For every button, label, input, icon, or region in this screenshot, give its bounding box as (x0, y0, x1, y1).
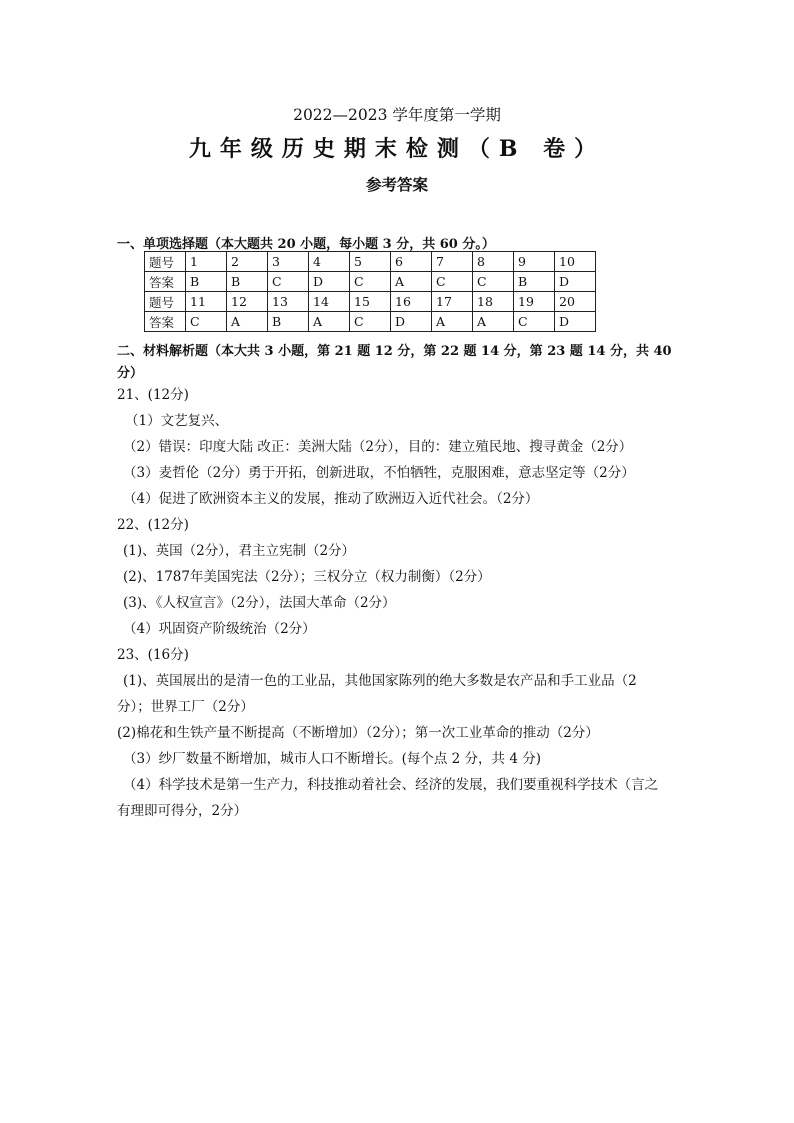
table-cell: B (227, 272, 268, 292)
section2-heading-cont: 分） (117, 366, 144, 381)
table-row (145, 252, 596, 272)
q23-answer-4-cont: 有理即可得分，2分） (117, 803, 248, 819)
table-cell: B (186, 272, 227, 292)
table-cell: 1 (186, 252, 227, 272)
table-cell: C (268, 272, 309, 292)
table-cell: 4 (309, 252, 350, 272)
table-cell: 13 (268, 292, 309, 312)
page-subtitle: 参考答案 (365, 175, 428, 194)
table-cell: 16 (391, 292, 432, 312)
q23-answer-2: (2)棉花和生铁产量不断提高（不断增加）（2分）；第一次工业革命的推动（2分） (117, 725, 599, 741)
table-cell: C (514, 312, 555, 332)
q21-answer-4: （4）促进了欧洲资本主义的发展，推动了欧洲迈入近代社会。（2分） (123, 491, 539, 507)
table-row-label: 答案 (145, 272, 186, 292)
q21-answer-3: （3）麦哲伦（2分）勇于开拓，创新进取，不怕牺牲，克服困难，意志坚定等（2分） (123, 465, 635, 481)
table-cell: A (391, 272, 432, 292)
table-cell: 12 (227, 292, 268, 312)
q23-answer-1-cont: 分）；世界工厂（2分） (117, 699, 254, 715)
table-cell: D (391, 312, 432, 332)
table-cell: C (350, 312, 391, 332)
q22-answer-2: (2)、1787年美国宪法（2分）；三权分立（权力制衡）（2分） (123, 569, 491, 585)
table-cell: 2 (227, 252, 268, 272)
q22-answer-4: （4）巩固资产阶级统治（2分） (123, 621, 316, 637)
table-cell: D (555, 272, 596, 292)
section2-heading: 二、材料解析题（本大共 3 小题，第 21 题 12 分，第 22 题 14 分，第 23 题 14 分，共 40 (117, 344, 672, 359)
table-cell: A (432, 312, 473, 332)
table-cell: A (309, 312, 350, 332)
table-cell: 7 (432, 252, 473, 272)
table-cell: C (473, 272, 514, 292)
table-cell: A (473, 312, 514, 332)
table-cell: 11 (186, 292, 227, 312)
table-cell: 15 (350, 292, 391, 312)
table-row (145, 292, 596, 312)
table-cell: C (350, 272, 391, 292)
table-row (145, 272, 596, 292)
table-cell: 9 (514, 252, 555, 272)
table-cell: D (309, 272, 350, 292)
table-cell: 18 (473, 292, 514, 312)
table-cell: 14 (309, 292, 350, 312)
table-cell: 3 (268, 252, 309, 272)
q23-answer-4: （4）科学技术是第一生产力，科技推动着社会、经济的发展，我们要重视科学技术（言之 (123, 777, 659, 793)
answer-table (144, 251, 596, 332)
q21-answer-1: （1）文艺复兴、 (125, 413, 229, 429)
q22-header: 22、(12分) (117, 517, 189, 533)
q23-answer-3: （3）纱厂数量不断增加，城市人口不断增长。(每个点 2 分，共 4 分) (123, 751, 541, 767)
table-cell: B (514, 272, 555, 292)
table-cell: 10 (555, 252, 596, 272)
table-cell: B (268, 312, 309, 332)
q23-header: 23、(16分) (117, 647, 189, 663)
q21-header: 21、(12分) (117, 387, 189, 403)
page-title: 九年级历史期末检测（B 卷） (188, 136, 606, 162)
table-row (145, 312, 596, 332)
table-cell: D (555, 312, 596, 332)
year-line: 2022—2023 学年度第一学期 (293, 106, 501, 124)
q22-answer-1: (1)、英国（2分），君主立宪制（2分） (123, 543, 356, 559)
table-cell: 17 (432, 292, 473, 312)
table-cell: C (186, 312, 227, 332)
table-cell: 8 (473, 252, 514, 272)
q21-answer-2: （2）错误：印度大陆 改正：美洲大陆（2分），目的：建立殖民地、搜寻黄金（2分） (123, 439, 633, 455)
section1-heading: 一、单项选择题（本大题共 20 小题，每小题 3 分，共 60 分。） (117, 237, 495, 252)
table-cell: C (432, 272, 473, 292)
q22-answer-3: (3)、《人权宣言》（2分），法国大革命（2分） (123, 595, 396, 611)
q23-answer-1: (1)、英国展出的是清一色的工业品，其他国家陈列的绝大多数是农产品和手工业品（2 (123, 673, 637, 689)
table-row-label: 题号 (145, 292, 186, 312)
table-row-label: 题号 (145, 252, 186, 272)
table-cell: 20 (555, 292, 596, 312)
table-cell: 19 (514, 292, 555, 312)
table-row-label: 答案 (145, 312, 186, 332)
table-cell: 5 (350, 252, 391, 272)
table-cell: A (227, 312, 268, 332)
table-cell: 6 (391, 252, 432, 272)
